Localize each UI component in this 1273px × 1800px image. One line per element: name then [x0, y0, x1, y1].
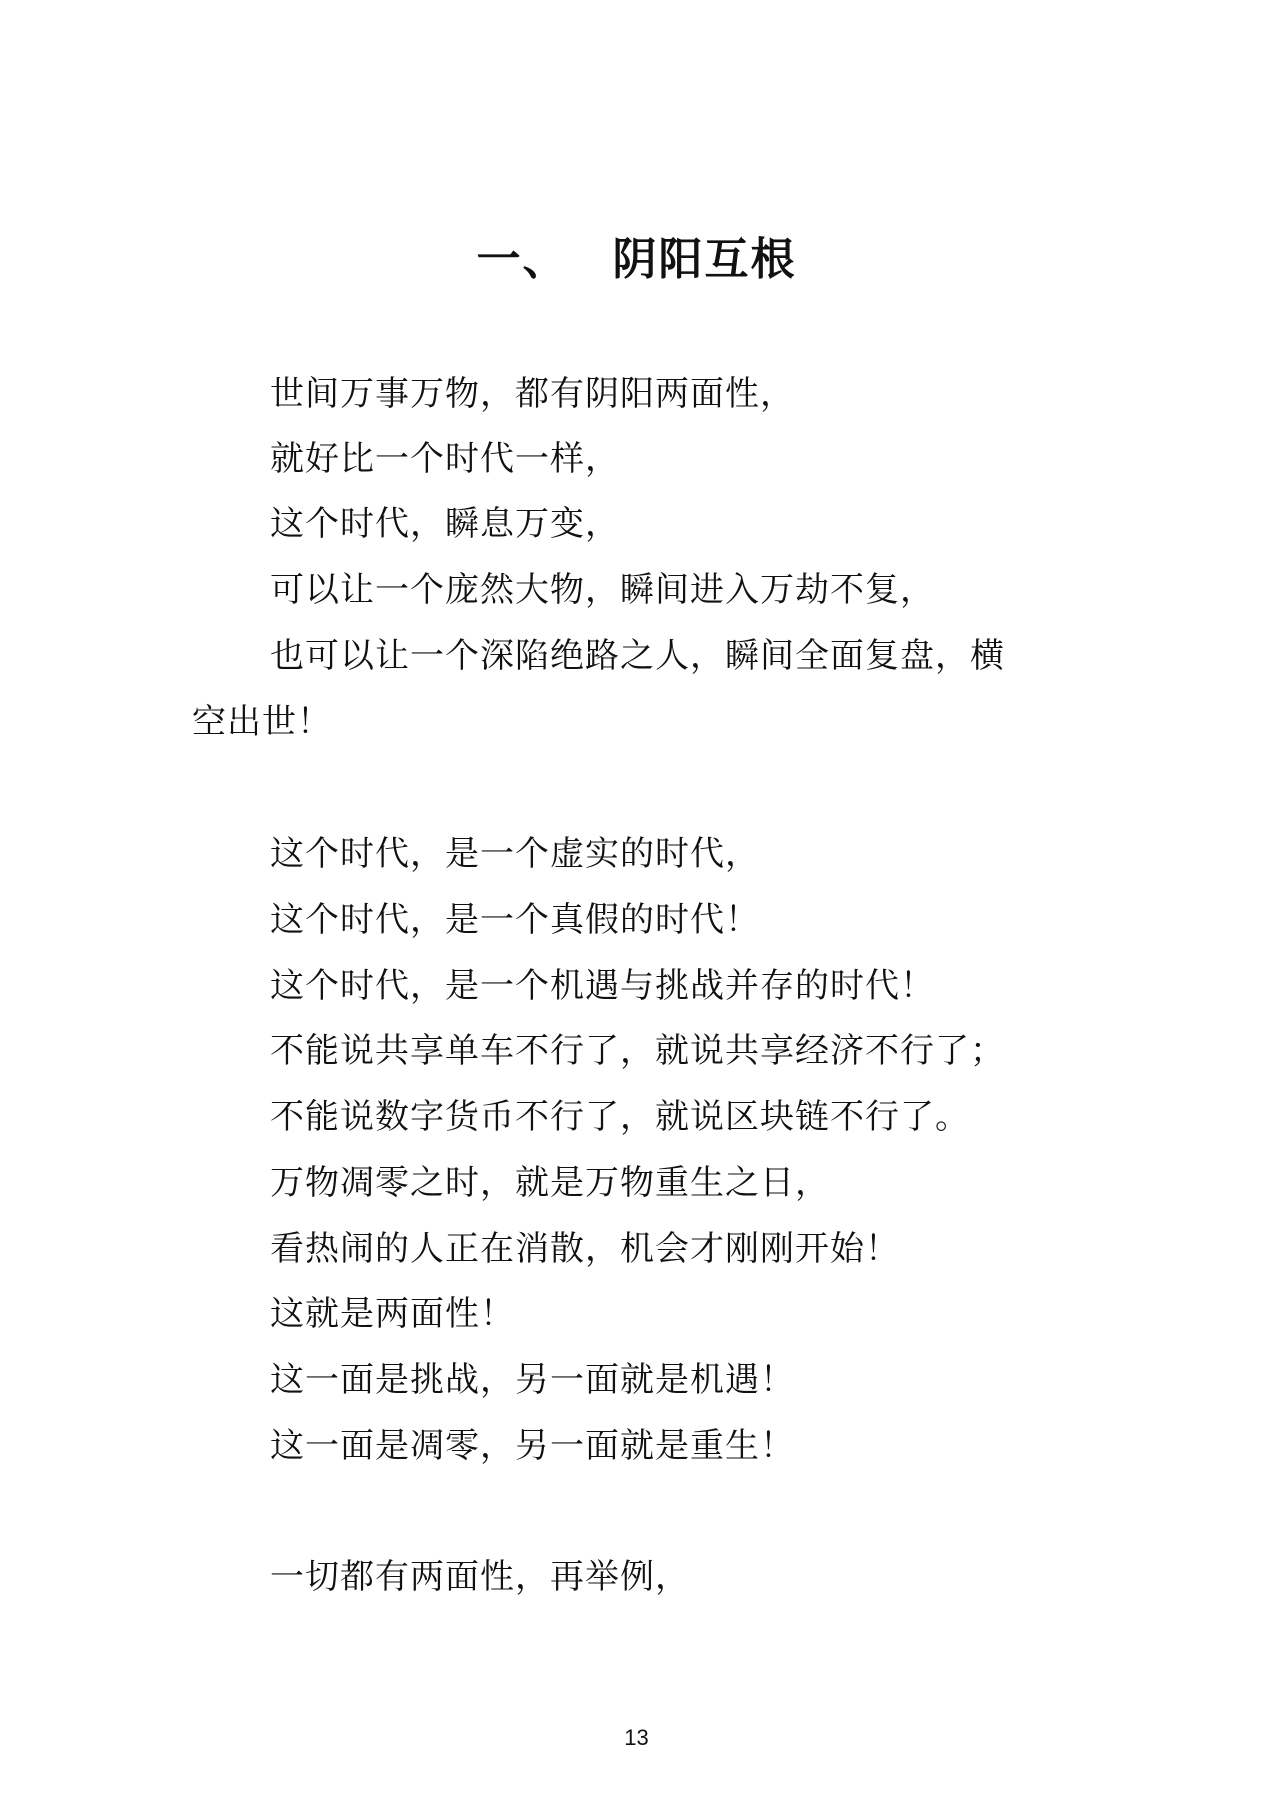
paragraph-1-line-2: 就好比一个时代一样， [270, 439, 620, 479]
paragraph-1-line-4: 可以让一个庞然大物，瞬间进入万劫不复， [270, 570, 935, 610]
chapter-number: 一、 [476, 234, 569, 285]
chapter-title-text: 阴阳互根 [612, 234, 797, 285]
paragraph-2-line-10: 这一面是凋零，另一面就是重生！ [270, 1426, 795, 1466]
paragraph-2-line-2: 这个时代，是一个真假的时代！ [270, 900, 760, 940]
paragraph-2-line-9: 这一面是挑战，另一面就是机遇！ [270, 1360, 795, 1400]
paragraph-3-line-1: 一切都有两面性，再举例， [270, 1557, 690, 1597]
chapter-title [0, 225, 1273, 295]
paragraph-2-line-1: 这个时代，是一个虚实的时代， [270, 834, 760, 874]
paragraph-2-line-3: 这个时代，是一个机遇与挑战并存的时代！ [270, 966, 935, 1006]
paragraph-2-line-6: 万物凋零之时，就是万物重生之日， [270, 1163, 830, 1203]
paragraph-2-line-4: 不能说共享单车不行了，就说共享经济不行了； [270, 1031, 1005, 1071]
paragraph-1-line-6: 空出世！ [192, 702, 332, 742]
paragraph-1-line-3: 这个时代，瞬息万变， [270, 504, 620, 544]
paragraph-1-line-1: 世间万事万物，都有阴阳两面性， [270, 374, 795, 414]
paragraph-1-line-5: 也可以让一个深陷绝路之人，瞬间全面复盘，横 [270, 636, 1005, 676]
paragraph-2-line-8: 这就是两面性！ [270, 1294, 515, 1334]
paragraph-2-line-5: 不能说数字货币不行了，就说区块链不行了。 [270, 1097, 970, 1137]
paragraph-2-line-7: 看热闹的人正在消散，机会才刚刚开始！ [270, 1229, 900, 1269]
page-number: 13 [624, 1725, 649, 1750]
